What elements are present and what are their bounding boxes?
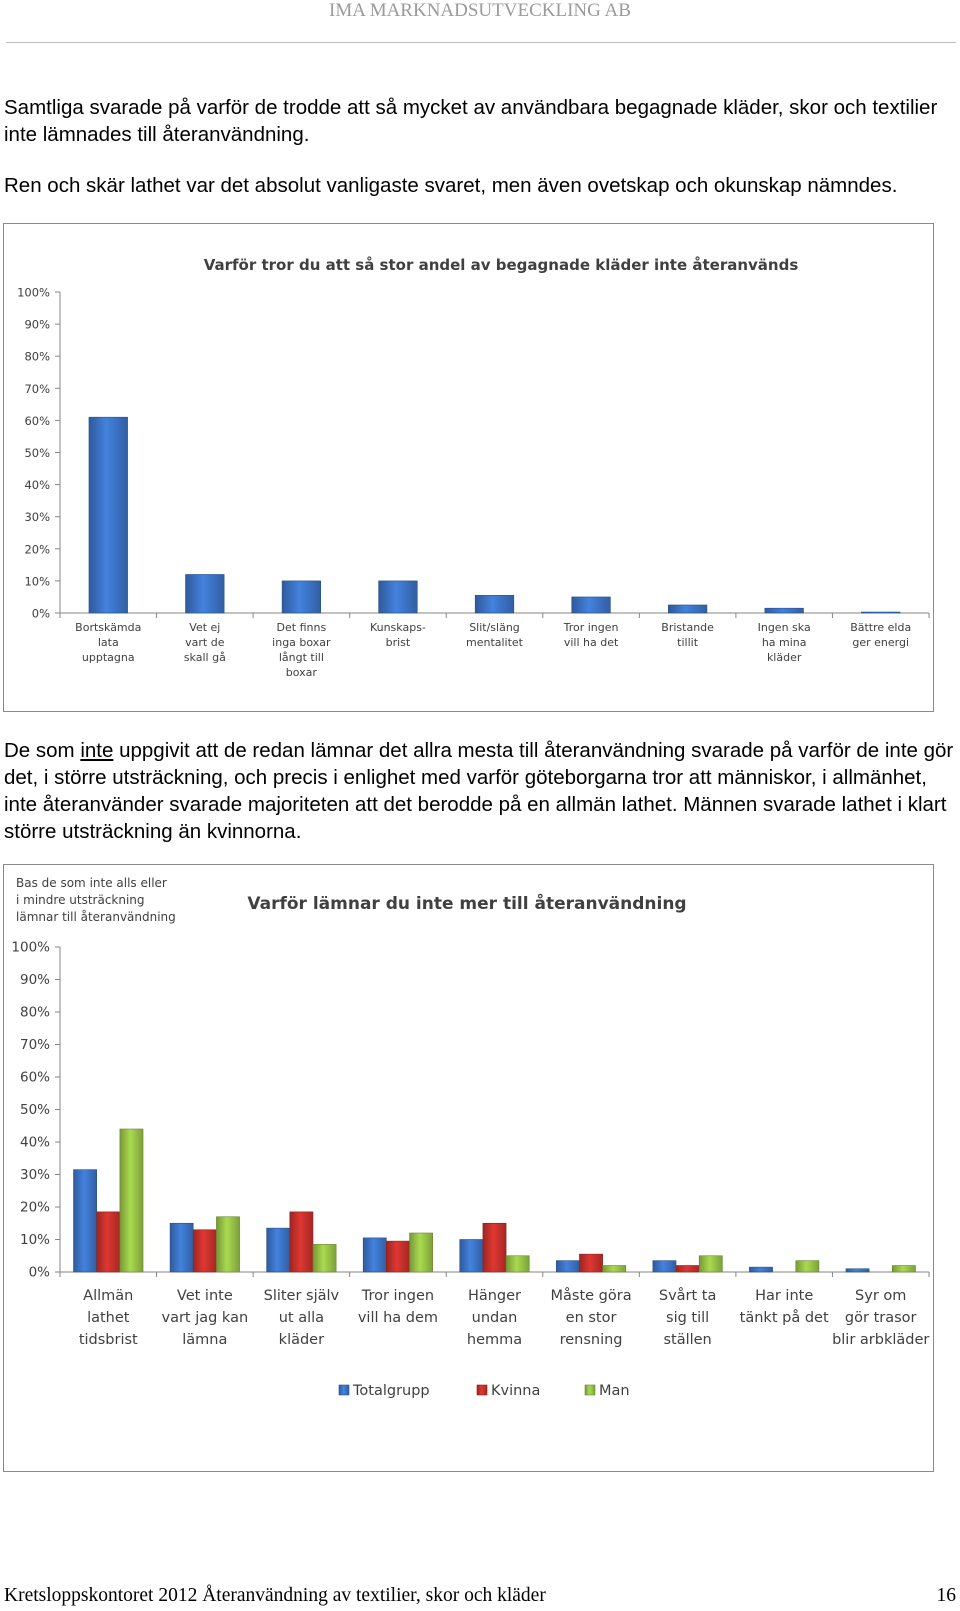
chart-why-not-leave-more-svg xyxy=(4,865,933,1471)
x-category-label: Slit/släng xyxy=(469,621,520,634)
y-tick-label: 90% xyxy=(24,317,50,332)
bar-kvinna xyxy=(290,1212,313,1272)
page-header-company: IMA MARKNADSUTVECKLING AB xyxy=(329,0,631,21)
y-tick-label: 10% xyxy=(24,574,50,589)
bar-kvinna xyxy=(483,1223,506,1272)
x-category-label: upptagna xyxy=(81,651,135,664)
chart-why-not-reused xyxy=(3,223,934,712)
x-category-label: Syr om xyxy=(855,1288,907,1304)
y-tick-label: 60% xyxy=(24,413,50,428)
y-tick-label: 70% xyxy=(24,381,50,396)
y-tick-label: 70% xyxy=(19,1037,50,1053)
bar-man xyxy=(796,1261,819,1272)
legend-swatch xyxy=(339,1385,349,1395)
bar-kvinna xyxy=(676,1266,699,1273)
x-category-label: hemma xyxy=(466,1332,523,1348)
bar-totalgrupp xyxy=(460,1240,483,1273)
x-category-label: mentalitet xyxy=(465,636,524,649)
legend-label: Totalgrupp xyxy=(353,1383,430,1399)
page-number: 16 xyxy=(936,1585,956,1606)
x-category-label: blir arbkläder xyxy=(832,1332,930,1348)
y-tick-label: 40% xyxy=(24,478,50,493)
x-category-label: tidsbrist xyxy=(78,1332,138,1348)
x-category-label: sig till xyxy=(666,1310,710,1326)
chart-why-not-reused-svg xyxy=(4,224,933,711)
y-tick-label: 0% xyxy=(28,1264,50,1281)
x-category-label: lata xyxy=(97,636,119,649)
bar-kvinna xyxy=(579,1254,602,1272)
y-tick-label: 80% xyxy=(19,1004,50,1021)
bar-man xyxy=(603,1266,626,1273)
bar-man xyxy=(410,1233,433,1272)
x-category-label: Vet inte xyxy=(176,1288,233,1304)
x-category-label: rensning xyxy=(559,1332,623,1348)
x-category-label: boxar xyxy=(285,666,317,679)
y-tick-label: 60% xyxy=(19,1069,50,1086)
paragraph-laziness: Ren och skär lathet var det absolut vanligaste svaret, men även ovetskap och okunskap nämndes. xyxy=(4,174,898,197)
x-category-label: lämna xyxy=(182,1332,228,1348)
x-category-label: Hänger xyxy=(467,1288,522,1304)
x-category-label: ut alla xyxy=(278,1310,325,1326)
bar-totalgrupp xyxy=(267,1228,290,1272)
bar-value xyxy=(89,417,128,613)
y-tick-label: 20% xyxy=(19,1199,50,1216)
legend-swatch xyxy=(477,1385,487,1395)
bar-value xyxy=(186,574,225,613)
y-tick-label: 100% xyxy=(11,939,50,956)
x-category-label: ger energi xyxy=(852,636,910,649)
bar-kvinna xyxy=(193,1230,216,1272)
legend-label: Kvinna xyxy=(491,1383,541,1399)
y-tick-label: 40% xyxy=(19,1134,50,1151)
x-category-label: långt till xyxy=(278,651,324,664)
chart-title: Varför tror du att så stor andel av begagnade kläder inte återanvänds xyxy=(203,256,799,274)
x-category-label: tänkt på det xyxy=(739,1310,829,1326)
bar-totalgrupp xyxy=(846,1269,869,1272)
bar-totalgrupp xyxy=(653,1261,676,1272)
paragraph-intro: Samtliga svarade på varför de trodde att så mycket av användbara begagnade kläder, skor och textilier inte lämnades till återanvändning. xyxy=(4,96,938,146)
x-category-label: Tror ingen xyxy=(361,1288,435,1304)
x-category-label: Bristande xyxy=(661,621,714,634)
x-category-label: tillit xyxy=(677,636,699,649)
bar-value xyxy=(379,581,418,613)
chart-base-note: Bas de som inte alls eller xyxy=(16,876,167,890)
bar-man xyxy=(120,1129,143,1272)
x-category-label: kläder xyxy=(766,651,802,664)
x-category-label: Det finns xyxy=(276,621,327,634)
bar-value xyxy=(765,608,804,613)
x-category-label: Sliter själv xyxy=(263,1288,340,1304)
x-category-label: skall gå xyxy=(183,651,226,664)
footer-text: Kretsloppskontoret 2012 Återanvändning av textilier, skor och kläder xyxy=(4,1585,546,1606)
y-tick-label: 80% xyxy=(24,349,50,364)
bar-totalgrupp xyxy=(556,1261,579,1272)
x-category-label: Har inte xyxy=(755,1288,814,1304)
chart-base-note: i mindre utsträckning xyxy=(16,893,145,907)
x-category-label: vill ha dem xyxy=(357,1310,439,1326)
bar-value xyxy=(475,595,514,613)
x-category-label: kläder xyxy=(278,1332,325,1348)
x-category-label: Bättre elda xyxy=(850,621,912,634)
bar-totalgrupp xyxy=(749,1267,772,1272)
x-category-label: lathet xyxy=(87,1310,130,1326)
y-tick-label: 10% xyxy=(19,1232,50,1248)
bar-man xyxy=(506,1256,529,1272)
x-category-label: Allmän xyxy=(83,1288,134,1304)
chart-why-not-leave-more xyxy=(3,864,934,1472)
y-tick-label: 50% xyxy=(19,1102,50,1118)
x-category-label: vart jag kan xyxy=(161,1310,249,1326)
x-category-label: inga boxar xyxy=(272,636,331,649)
bar-totalgrupp xyxy=(170,1223,193,1272)
bar-value xyxy=(282,581,321,613)
y-tick-label: 90% xyxy=(19,972,50,988)
chart-base-note: lämnar till återanvändning xyxy=(16,910,176,924)
bar-kvinna xyxy=(97,1212,120,1272)
bar-value xyxy=(861,612,900,613)
x-category-label: Tror ingen xyxy=(563,621,619,634)
bar-man xyxy=(216,1217,239,1272)
bar-value xyxy=(572,597,611,613)
x-category-label: brist xyxy=(385,636,411,649)
x-category-label: gör trasor xyxy=(844,1310,917,1326)
legend-swatch xyxy=(585,1385,595,1395)
x-category-label: Ingen ska xyxy=(757,621,811,634)
chart-title: Varför lämnar du inte mer till återanvändning xyxy=(247,894,687,914)
bar-totalgrupp xyxy=(74,1170,97,1272)
y-tick-label: 0% xyxy=(31,606,50,621)
bar-value xyxy=(668,605,707,613)
bar-man xyxy=(313,1244,336,1272)
paragraph-respondents xyxy=(4,737,954,845)
paragraph-respondents-rest: uppgivit att de redan lämnar det allra mesta till återanvändning svarade på varför de inte gör det, i större utsträckning, och precis i enlighet med varför göteborgarna tror att människor, i allmänhet, inte återanvänder svarade majoriteten att det berodde på en allmän lathet. Männen svarade lathet i klart större utsträckning än kvinnorna. xyxy=(4,739,954,843)
bar-kvinna xyxy=(386,1241,409,1272)
bar-man xyxy=(892,1266,915,1273)
bar-totalgrupp xyxy=(363,1238,386,1272)
x-category-label: undan xyxy=(471,1310,518,1326)
y-tick-label: 100% xyxy=(17,285,50,300)
x-category-label: Bortskämda xyxy=(75,621,142,634)
y-tick-label: 30% xyxy=(19,1167,50,1183)
header-divider xyxy=(6,42,956,43)
x-category-label: Måste göra xyxy=(550,1288,632,1304)
y-tick-label: 30% xyxy=(24,510,50,525)
bar-man xyxy=(699,1256,722,1272)
y-tick-label: 20% xyxy=(24,542,50,557)
x-category-label: Svårt ta xyxy=(658,1288,717,1304)
page-footer xyxy=(4,1584,956,1608)
x-category-label: ha mina xyxy=(761,636,807,649)
paragraph-respondents-underline: inte xyxy=(80,739,114,762)
x-category-label: vill ha det xyxy=(563,636,619,649)
x-category-label: Vet ej xyxy=(189,621,221,634)
x-category-label: en stor xyxy=(565,1310,617,1326)
legend-label: Man xyxy=(599,1383,630,1399)
x-category-label: ställen xyxy=(663,1332,712,1348)
x-category-label: Kunskaps- xyxy=(369,621,426,634)
x-category-label: vart de xyxy=(185,636,225,649)
paragraph-respondents-start: De som xyxy=(4,739,81,762)
y-tick-label: 50% xyxy=(24,446,50,460)
